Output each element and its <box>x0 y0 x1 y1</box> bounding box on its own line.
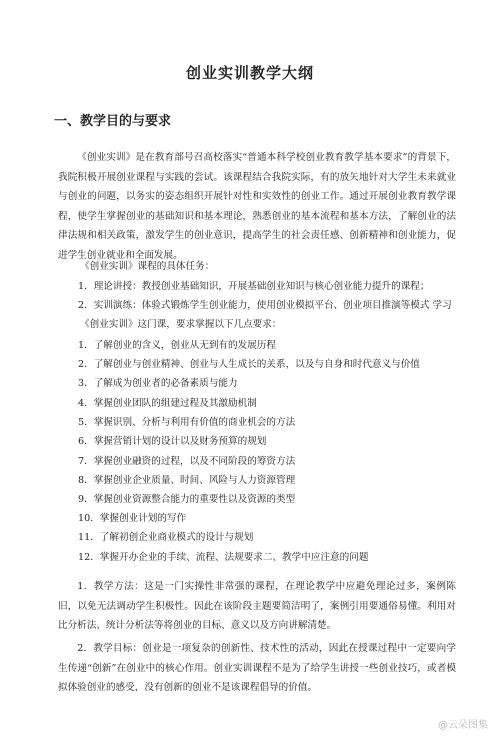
requirement-item: 8．掌握创业企业质量、时间、风险与人力资源管理 <box>78 475 296 486</box>
teaching-goal-paragraph: 2．教学目标：创业是一项复杂的创新性、技术性的活动，因此在授课过程中一定要向学生传递“创新”在创业中的核心作用。创业实训课程不是为了给学生讲授一些创业技巧，或者模拟体验创业的感受，没有创新的创业不是该课程倡导的价值。 <box>58 643 456 694</box>
requirement-item: 9．掌握创业资源整合能力的重要性以及资源的类型 <box>78 494 296 505</box>
requirement-item: 11．了解初创企业商业模式的设计与规划 <box>78 532 254 543</box>
teaching-method-paragraph: 1．教学方法：这是一门实操性非常强的课程，在理论教学中应避免理论过多，案例陈旧，以免无法调动学生积极性。因此在该阶段主题要简洁明了，案例引用要通俗易懂。利用对比分析法、统计分析法等将创业的目标、意义以及方向讲解清楚。 <box>58 581 456 632</box>
section-heading-1: 一、教学目的与要求 <box>54 114 172 129</box>
tasks-intro: 《创业实训》课程的具体任务： <box>80 261 215 272</box>
requirement-item: 3．了解成为创业者的必备素质与能力 <box>78 378 238 389</box>
requirement-item: 4．掌握创业团队的组建过程及其激励机制 <box>78 398 257 409</box>
task-item-1: 1．理论讲授：教授创业基础知识，开展基础创业知识与核心创业能力提升的课程； <box>78 281 430 292</box>
task-item-2: 2．实训演练：体验式锻炼学生创业能力，使用创业模拟平台、创业项目推演等模式 学习 <box>78 300 452 311</box>
requirement-item: 5．掌握识别、分析与利用有价值的商业机会的方法 <box>78 417 296 428</box>
intro-paragraph: 《创业实训》是在教育部号召高校落实“普通本科学校创业教育教学基本要求”的背景下，我院积极开展创业课程与实践的尝试。该课程结合我院实际，有的放矢地针对大学生未来就业与创业的问题，以务实的姿态组织开展针对性和实效性的创业工作。通过开展创业教育教学课程，使学生掌握创业的基础知识和基本理论，熟悉创业的基本流程和基本方法，了解创业的法律法规和相关政策，激发学生的创业意识，提高学生的社会责任感、创新精神和创业能力，促进学生创业就业和全面发展。 <box>58 152 456 261</box>
requirement-item: 10．掌握创业计划的写作 <box>78 513 187 524</box>
doc-title: 创业实训教学大纲 <box>185 64 314 82</box>
requirement-item: 7．掌握创业融资的过程，以及不同阶段的筹资方法 <box>78 456 296 467</box>
watermark: @云朵图集 <box>438 720 488 731</box>
requirement-item: 1．了解创业的含义，创业从无到有的发展历程 <box>78 340 276 351</box>
requirement-item: 6．掌握营销计划的设计以及财务预算的规划 <box>78 436 267 447</box>
task-item-2-continued: 《创业实训》这门课，要求掌握以下几点要求： <box>80 319 282 330</box>
requirement-item: 2．了解创业与创业精神、创业与人生成长的关系，以及与自身和时代意义与价值 <box>78 359 420 370</box>
requirement-item: 12．掌握开办企业的手续、流程、法规要求二、教学中应注意的问题 <box>78 552 369 563</box>
